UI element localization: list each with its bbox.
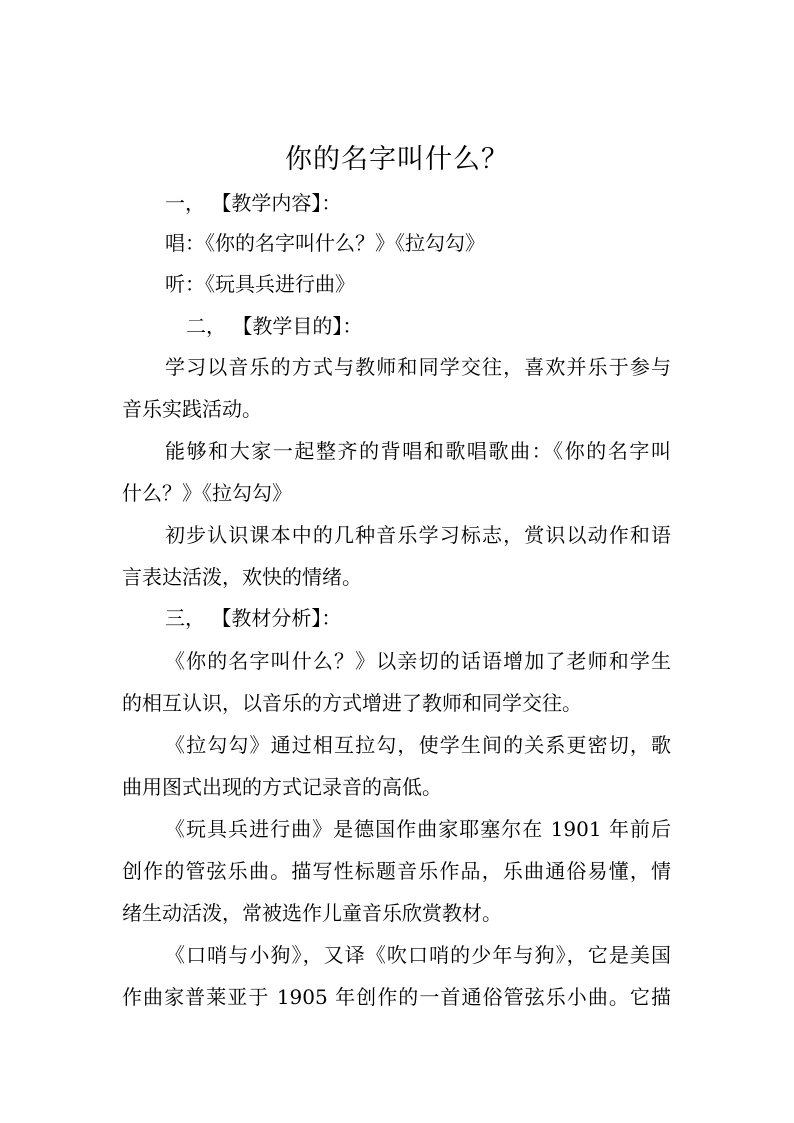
paragraph-line: 绪生动活泼，常被选作儿童音乐欣赏教材。	[122, 901, 502, 925]
paragraph-line: 听：《玩具兵进行曲》	[165, 272, 355, 296]
paragraph-line: 《你的名字叫什么？》以亲切的话语增加了老师和学生	[165, 649, 671, 673]
paragraph-line: 唱：《你的名字叫什么？》《拉勾勾》	[165, 231, 485, 255]
section-heading-analysis: 三， 【教材分析】：	[165, 606, 342, 630]
paragraph-line: 曲用图式出现的方式记录音的高低。	[122, 775, 442, 799]
paragraph-line: 的相互认识，以音乐的方式增进了教师和同学交往。	[122, 691, 582, 715]
paragraph-line: 学习以音乐的方式与教师和同学交往，喜欢并乐于参与	[165, 355, 671, 379]
section-heading-objectives: 二， 【教学目的】：	[186, 314, 363, 338]
paragraph-line: 《拉勾勾》通过相互拉勾，使学生间的关系更密切，歌	[165, 733, 671, 757]
paragraph-line: 《玩具兵进行曲》是德国作曲家耶塞尔在 1901 年前后	[165, 817, 671, 841]
document-title: 你的名字叫什么？	[285, 144, 509, 175]
paragraph-line: 音乐实践活动。	[122, 397, 262, 421]
paragraph-line: 能够和大家一起整齐的背唱和歌唱歌曲：《你的名字叫	[165, 439, 671, 463]
paragraph-line: 初步认识课本中的几种音乐学习标志，赏识以动作和语	[165, 523, 671, 547]
paragraph-line: 作曲家普莱亚于 1905 年创作的一首通俗管弦乐小曲。它描	[122, 985, 671, 1009]
section-heading-content: 一， 【教学内容】：	[165, 191, 342, 215]
paragraph-line: 什么？》《拉勾勾》	[122, 481, 292, 505]
paragraph-line: 言表达活泼，欢快的情绪。	[122, 565, 362, 589]
paragraph-line: 创作的管弦乐曲。描写性标题音乐作品，乐曲通俗易懂，情	[122, 859, 671, 883]
paragraph-line: 《口哨与小狗》，又译《吹口哨的少年与狗》，它是美国	[165, 943, 671, 967]
